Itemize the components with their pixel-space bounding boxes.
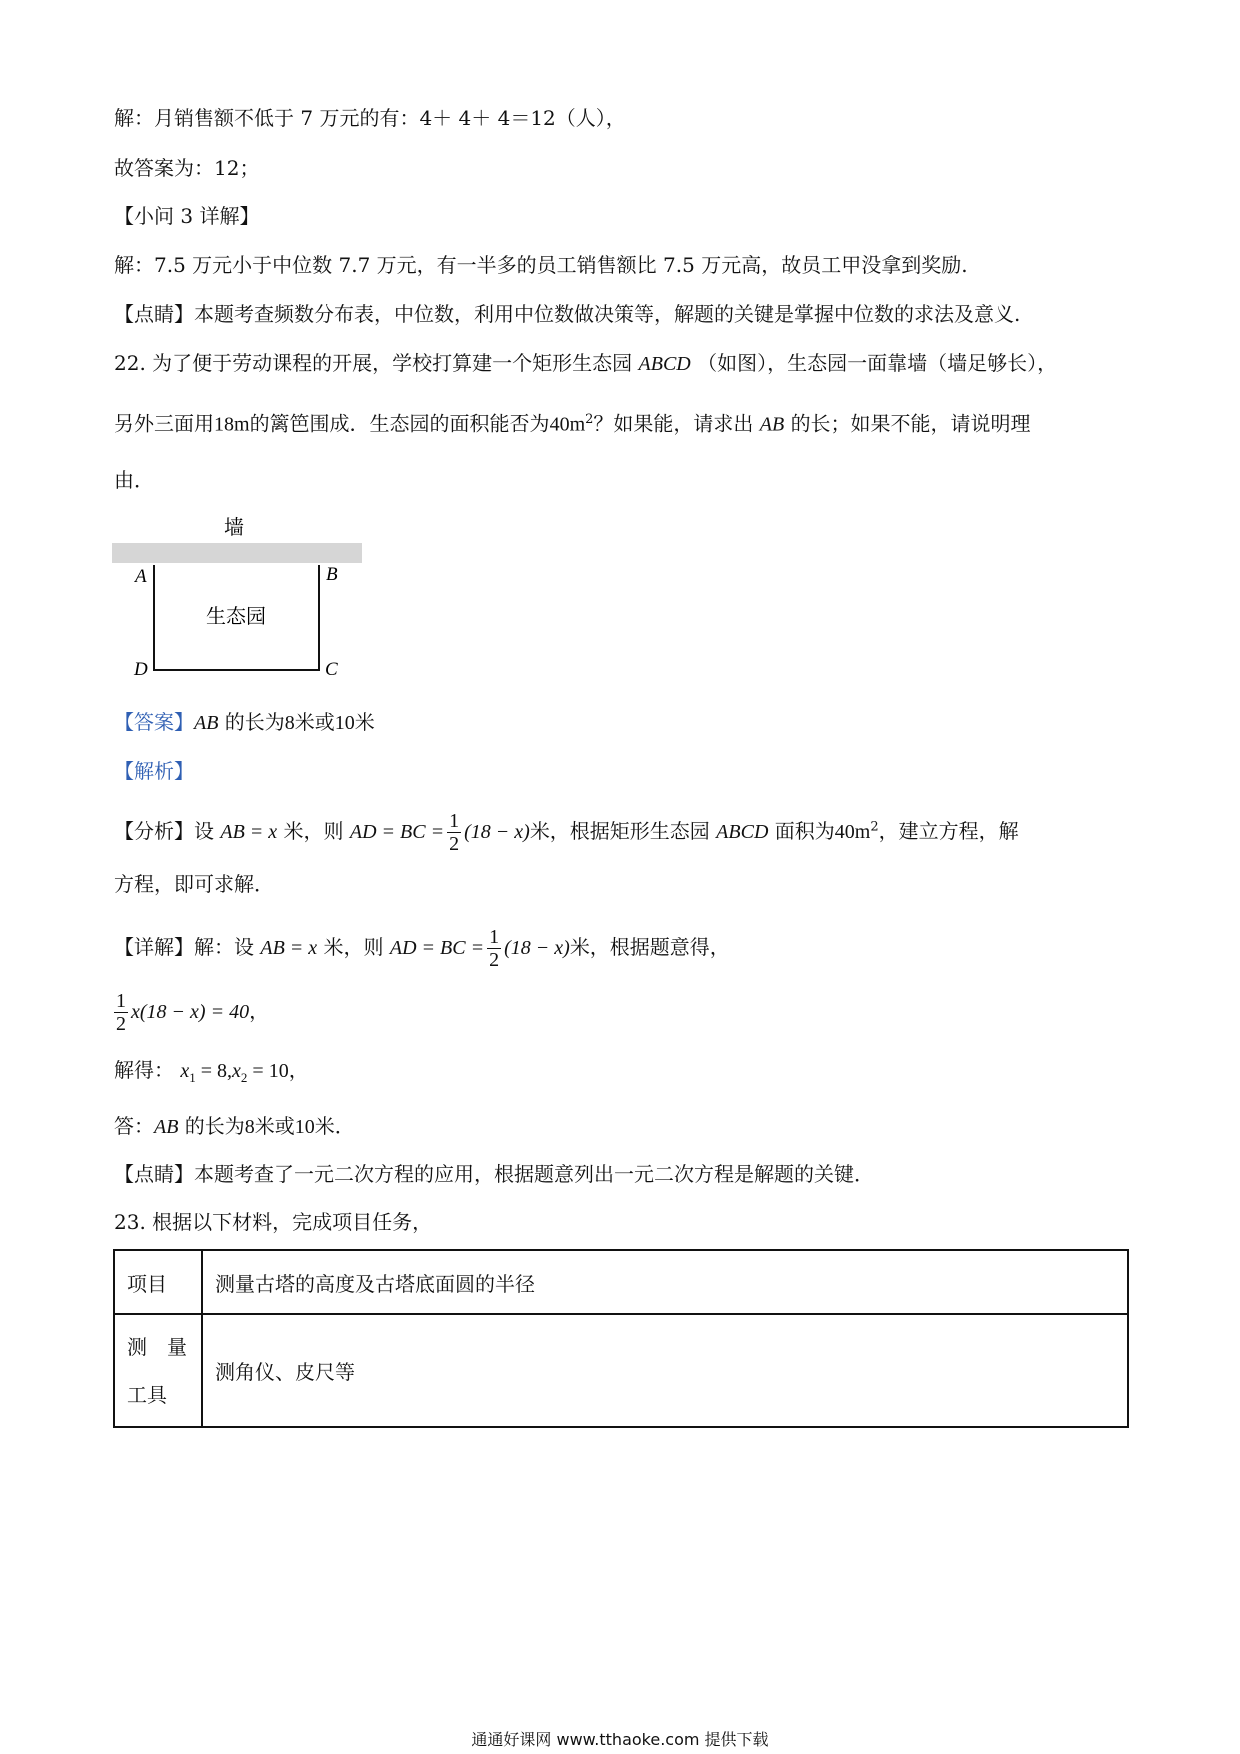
q22-stem-text: 的篱笆围成．生态园的面积能否为 xyxy=(249,411,550,436)
q23-table xyxy=(113,1249,1129,1428)
solve-sub-2: 2 xyxy=(240,1070,248,1085)
xiangjie-text: 米，根据题意得， xyxy=(569,935,730,959)
answer-ab: AB xyxy=(194,712,219,734)
q22-solve xyxy=(114,1056,309,1092)
eq-ad-bc: AD = BC = xyxy=(349,821,445,843)
solve-x1: x xyxy=(180,1060,190,1082)
q22-diagram xyxy=(110,510,370,685)
q22-ab: AB xyxy=(759,413,785,436)
xiangjie-text: 米，则 xyxy=(323,935,384,959)
table-label-line-2: 工具 xyxy=(127,1382,167,1407)
analysis-tag: 【解析】 xyxy=(114,759,194,783)
fenxi-abcd: ABCD xyxy=(716,821,769,843)
q22-xiangjie-line-1 xyxy=(114,926,730,971)
fraction-half xyxy=(447,810,461,855)
fraction-denominator: 2 xyxy=(489,949,500,971)
fraction-denominator: 2 xyxy=(116,1013,126,1035)
fraction-denominator: 2 xyxy=(449,833,460,855)
final-value-1: 8 xyxy=(244,1116,255,1138)
q22-comment: 【点睛】本题考查了一元二次方程的应用，根据题意列出一元二次方程是解题的关键． xyxy=(114,1162,874,1186)
fenxi-text: 设 xyxy=(194,819,214,843)
xiangjie-tag: 【详解】 xyxy=(114,935,194,959)
fenxi-text: 面积为 xyxy=(774,819,835,843)
q22-stem-text: （如图），生态园一面靠墙（墙足够长）， xyxy=(697,351,1058,375)
solve-value-1: = 8, xyxy=(195,1060,233,1082)
vertex-b-label: B xyxy=(326,564,338,585)
q22-stem-text: 22. 为了便于劳动课程的开展，学校打算建一个矩形生态园 xyxy=(114,351,633,375)
equation-body: x(18 − x) = 40 xyxy=(131,1001,250,1023)
wall-bar xyxy=(112,543,362,563)
vertex-a-label: A xyxy=(135,566,147,587)
q22-stem-text: 另外三面用 xyxy=(114,411,214,436)
q22-fenxi-line-2: 方程，即可求解． xyxy=(114,872,274,896)
garden-label: 生态园 xyxy=(206,604,266,628)
final-text: 米． xyxy=(314,1114,355,1138)
fenxi-text: 米，则 xyxy=(283,819,344,843)
equation-tail: ， xyxy=(249,999,270,1023)
fenxi-text: 米，根据矩形生态园 xyxy=(529,819,710,843)
eq-ad-bc: AD = BC = xyxy=(389,937,485,959)
q22-stem-text: ？如果能，请求出 xyxy=(593,411,754,436)
page-footer: 通通好课网 www.tthaoke.com 提供下载 xyxy=(471,1730,769,1749)
final-text: 的长为 xyxy=(184,1114,245,1138)
fraction-half xyxy=(114,990,128,1035)
table-row xyxy=(114,1314,1128,1427)
table-value-cell: 测角仪、皮尺等 xyxy=(202,1314,1128,1427)
q22-equation xyxy=(114,990,269,1035)
table-label-line-1: 测 量 xyxy=(127,1334,187,1359)
vertex-d-label: D xyxy=(134,659,148,680)
q22-final-answer xyxy=(114,1112,355,1141)
fraction-half xyxy=(487,926,501,971)
fenxi-tag: 【分析】 xyxy=(114,819,194,843)
q22-stem-text: 的长；如果不能，请说明理 xyxy=(790,411,1031,436)
xiangjie-text: 解：设 xyxy=(194,935,254,959)
fraction-numerator: 1 xyxy=(449,810,460,832)
solve-tail: ， xyxy=(288,1058,309,1082)
q21-subquestion-3-header: 【小问 3 详解】 xyxy=(114,204,260,228)
answer-value-1: 8 xyxy=(284,712,295,734)
q22-abcd: ABCD xyxy=(638,353,691,375)
fraction-numerator: 1 xyxy=(489,926,500,948)
q22-fence-length: 18m xyxy=(214,413,250,436)
solve-sub-1: 1 xyxy=(189,1070,196,1085)
q22-area: 40m xyxy=(549,413,586,436)
final-text: 答： xyxy=(114,1114,154,1138)
fenxi-area-exponent: 2 xyxy=(870,819,879,835)
answer-or: 米或 xyxy=(294,710,335,734)
solve-x2: x xyxy=(232,1060,241,1082)
expr-18-minus-x: (18 − x) xyxy=(464,821,530,843)
table-value-cell: 测量古塔的高度及古塔底面圆的半径 xyxy=(202,1250,1128,1314)
answer-tag: 【答案】 xyxy=(114,710,194,734)
q21-solution-2: 解：月销售额不低于 7 万元的有：4＋ 4＋ 4＝12（人）， xyxy=(114,106,626,130)
q21-solution-3: 解：7.5 万元小于中位数 7.7 万元，有一半多的员工销售额比 7.5 万元高，故员工甲没拿到奖励. xyxy=(114,253,968,277)
q22-answer xyxy=(114,708,375,737)
q21-answer-2: 故答案为：12； xyxy=(114,156,260,180)
answer-value-2: 10 xyxy=(334,712,355,734)
q22-area-exponent: 2 xyxy=(585,412,594,427)
fraction-numerator: 1 xyxy=(116,990,126,1012)
q22-stem-line-2 xyxy=(114,406,1031,439)
answer-unit: 米 xyxy=(354,710,375,734)
fenxi-area: 40m xyxy=(834,821,871,843)
wall-label: 墙 xyxy=(224,515,244,539)
final-text: 米或 xyxy=(254,1114,295,1138)
solve-value-2: = 10 xyxy=(247,1060,289,1082)
eq-ab-x: AB = x xyxy=(220,821,278,843)
final-value-2: 10 xyxy=(294,1116,315,1138)
q22-stem-line-3: 由． xyxy=(114,468,154,492)
fenxi-text: ，建立方程，解 xyxy=(878,819,1019,843)
q22-stem-line-1 xyxy=(114,349,1057,378)
answer-text: 的长为 xyxy=(224,710,285,734)
eq-ab-x: AB = x xyxy=(260,937,318,959)
table-label-cell xyxy=(114,1314,202,1427)
q21-comment: 【点睛】本题考查频数分布表，中位数，利用中位数做决策等，解题的关键是掌握中位数的求法及意义. xyxy=(114,302,1021,326)
vertex-c-label: C xyxy=(325,659,338,680)
table-label-cell: 项目 xyxy=(114,1250,202,1314)
q23-stem: 23. 根据以下材料，完成项目任务， xyxy=(114,1210,433,1234)
final-ab: AB xyxy=(154,1116,179,1138)
expr-18-minus-x: (18 − x) xyxy=(504,937,570,959)
solve-label: 解得： xyxy=(114,1058,174,1082)
q22-fenxi-line-1 xyxy=(114,810,1019,855)
table-row xyxy=(114,1250,1128,1314)
